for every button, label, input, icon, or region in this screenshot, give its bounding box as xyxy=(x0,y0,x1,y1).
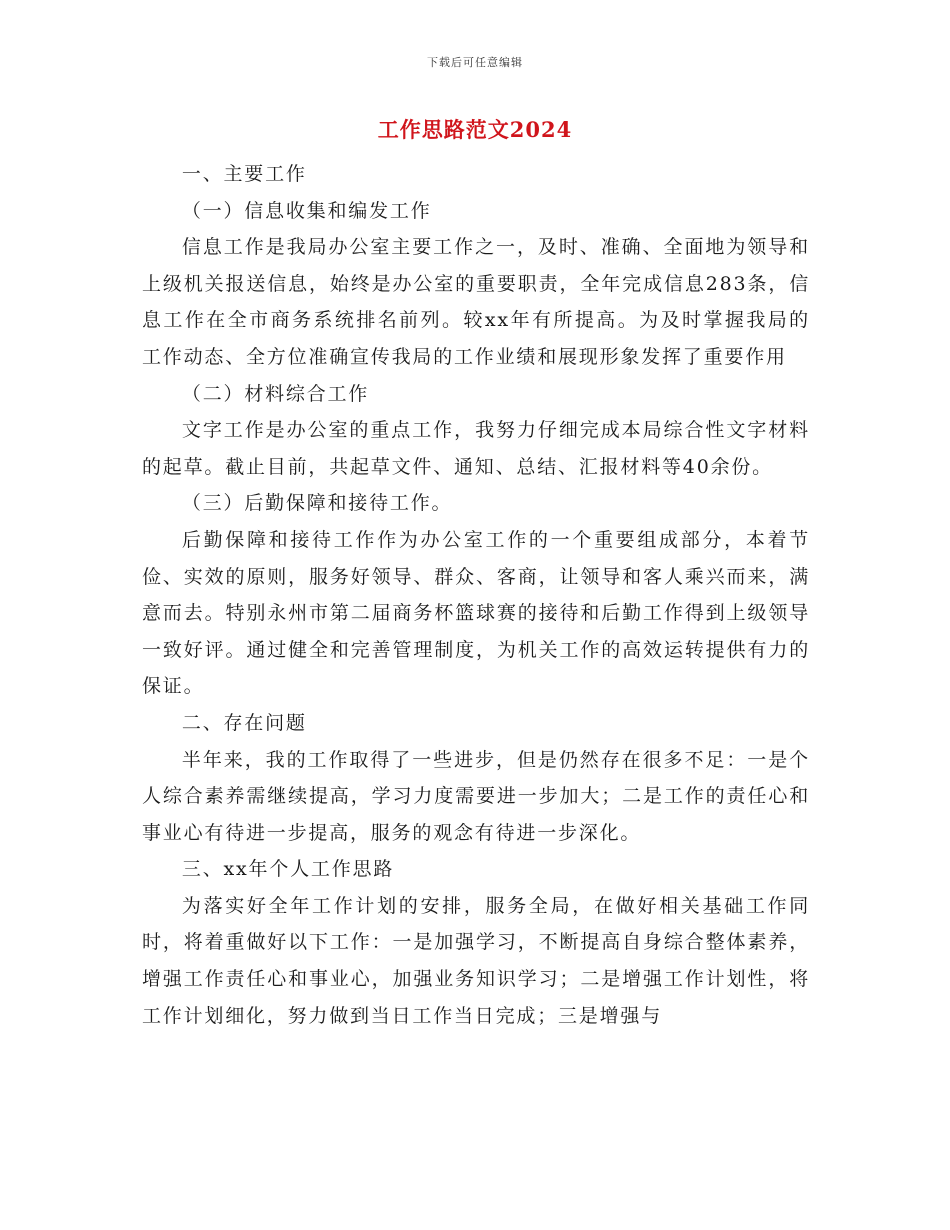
subheading-materials: （二）材料综合工作 xyxy=(181,382,370,405)
subheading-logistics: （三）后勤保障和接待工作。 xyxy=(181,492,453,515)
section-heading-work-plan: 三、xx年个人工作思路 xyxy=(181,858,395,881)
paragraph-logistics: 后勤保障和接待工作作为办公室工作的一个重要组成部分，本着节俭、实效的原则，服务好领导、群众、客商，让领导和客人乘兴而来，满意而去。特别永州市第二届商务杯篮球赛的接待和后勤工作得到上级领导一致好评。通过健全和完善管理制度，为机关工作的高效运转提供有力的保证。 xyxy=(142,528,810,698)
document-body xyxy=(142,156,810,1034)
header-note: 下载后可任意编辑 xyxy=(427,56,523,69)
paragraph-problems: 半年来，我的工作取得了一些进步，但是仍然存在很多不足：一是个人综合素养需继续提高，学习力度需要进一步加大；二是工作的责任心和事业心有待进一步提高，服务的观念有待进一步深化。 xyxy=(142,748,810,844)
subheading-info-collection: （一）信息收集和编发工作 xyxy=(181,199,432,222)
section-heading-problems: 二、存在问题 xyxy=(181,711,307,734)
section-heading-main-work: 一、主要工作 xyxy=(181,163,307,185)
paragraph-work-plan: 为落实好全年工作计划的安排，服务全局，在做好相关基础工作同时，将着重做好以下工作：一是加强学习，不断提高自身综合整体素养，增强工作责任心和事业心，加强业务知识学习；二是增强工作计划性，将工作计划细化，努力做到当日工作当日完成；三是增强与 xyxy=(142,894,810,1027)
document-title: 工作思路范文2024 xyxy=(377,117,573,142)
paragraph-materials: 文字工作是办公室的重点工作，我努力仔细完成本局综合性文字材料的起草。截止目前，共起草文件、通知、总结、汇报材料等40余份。 xyxy=(142,419,810,478)
paragraph-info-work: 信息工作是我局办公室主要工作之一，及时、准确、全面地为领导和上级机关报送信息，始终是办公室的重要职责，全年完成信息283条，信息工作在全市商务系统排名前列。较xx年有所提高。为及时掌握我局的工作动态、全方位准确宣传我局的工作业绩和展现形象发挥了重要作用 xyxy=(142,236,810,368)
